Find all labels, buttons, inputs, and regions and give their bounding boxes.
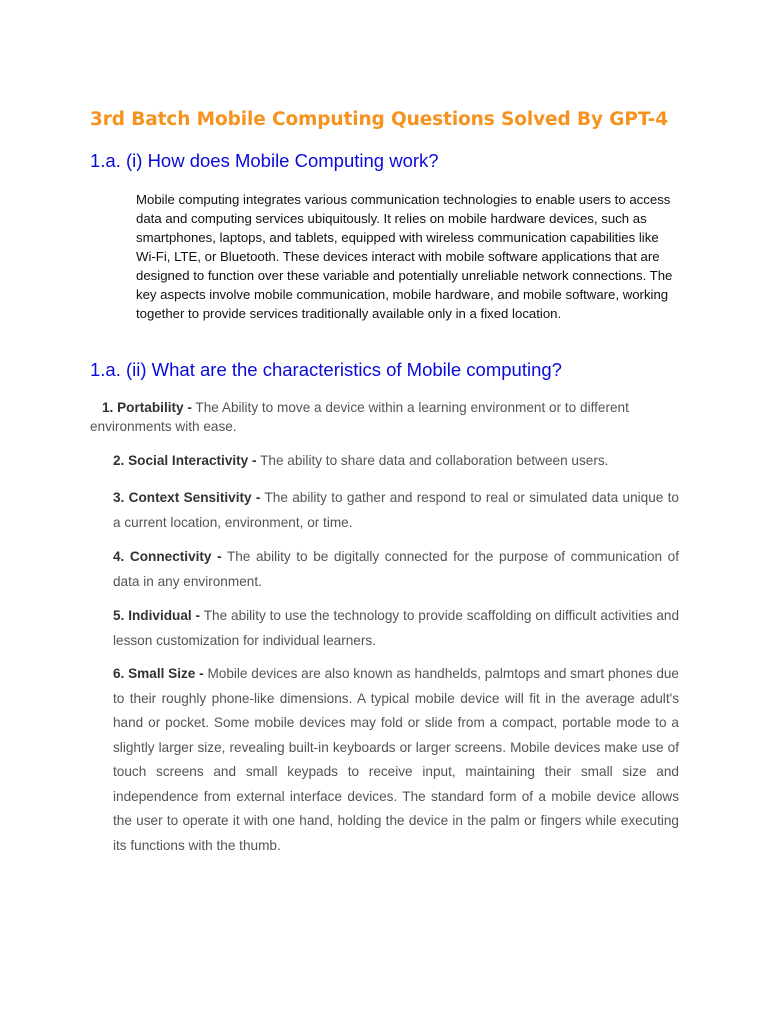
characteristic-item-small-size <box>113 662 679 858</box>
characteristic-text: The ability to be digitally connected for the purpose of communication of data in any environment. <box>113 549 679 589</box>
characteristic-text: Mobile devices are also known as handhelds, palmtops and smart phones due to their roughly phone-like dimensions. A typical mobile device will fit in the average adult's hand or pocket. Some mobile devices may fold or slide from a compact, portable mode to a slightly larger size, revealing built-in keyboards or larger screens. Mobile devices make use of touch screens and small keypads to receive input, maintaining their small size and independence from external interface devices. The standard form of a mobile device allows the user to operate it with one hand, holding the device in the palm or fingers while executing its functions with the thumb. <box>113 666 679 853</box>
question-1-answer: Mobile computing integrates various communication technologies to enable users to access data and computing services ubiquitously. It relies on mobile hardware devices, such as smartphones, laptops, and tablets, equipped with wireless communication capabilities like Wi-Fi, LTE, or Bluetooth. These devices interact with mobile software applications that are designed to function over these variable and potentially unreliable network connections. The key aspects involve mobile communication, mobile hardware, and mobile software, working together to provide services traditionally available only in a fixed location. <box>136 192 673 321</box>
question-1-heading: 1.a. (i) How does Mobile Computing work? <box>90 150 439 171</box>
characteristic-text: The ability to gather and respond to real or simulated data unique to a current location, environment, or time. <box>113 490 679 530</box>
characteristic-label: 5. Individual - <box>113 608 201 623</box>
characteristic-text: The Ability to move a device within a learning environment or to different environments with ease. <box>90 400 629 434</box>
characteristic-label: 6. Small Size - <box>113 666 204 681</box>
document-title: 3rd Batch Mobile Computing Questions Solved By GPT-4 <box>90 109 668 130</box>
characteristic-label: 1. Portability - <box>102 400 192 415</box>
characteristic-text: The ability to use the technology to provide scaffolding on difficult activities and lesson customization for individual learners. <box>113 608 680 648</box>
characteristic-item-social-interactivity <box>113 451 683 470</box>
characteristic-label: 2. Social Interactivity - <box>113 453 257 468</box>
characteristic-label: 3. Context Sensitivity - <box>113 490 261 505</box>
characteristic-label: 4. Connectivity - <box>113 549 222 564</box>
characteristic-item-connectivity <box>113 544 679 594</box>
question-2-heading: 1.a. (ii) What are the characteristics of Mobile computing? <box>90 359 562 380</box>
characteristic-item-portability <box>90 398 690 436</box>
characteristic-item-individual <box>113 603 679 653</box>
characteristic-text: The ability to share data and collaboration between users. <box>256 453 609 468</box>
characteristic-item-context-sensitivity <box>113 485 679 535</box>
